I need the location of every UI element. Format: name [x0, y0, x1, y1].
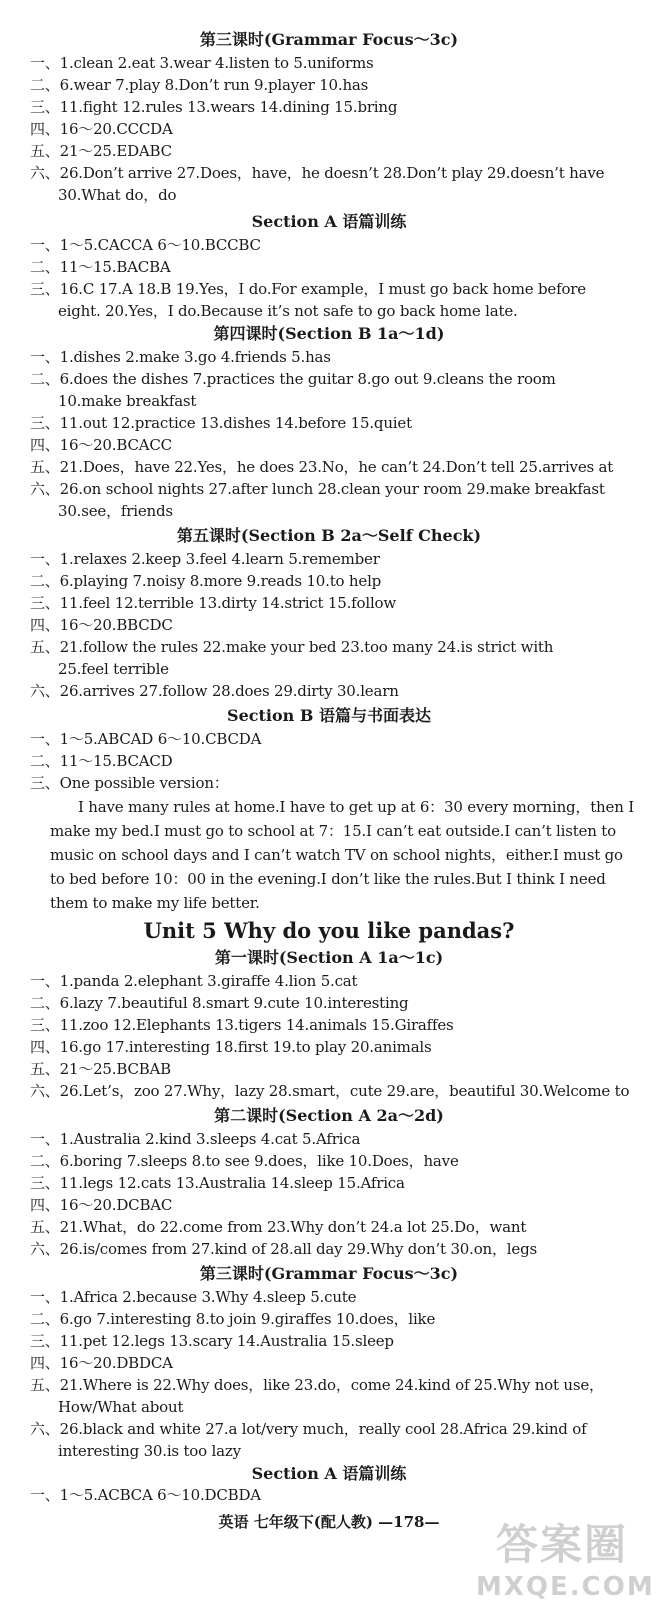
answer-line: 五、21.What，do 22.come from 23.Why don’t 24.a lot 25.Do，want: [30, 1218, 527, 1236]
answer-line: 四、16～20.DBDCA: [30, 1354, 173, 1372]
answer-line: 六、26.Don’t arrive 27.Does，have，he doesn’t 28.Don’t play 29.doesn’t have: [30, 164, 605, 182]
answer-line: 三、11.zoo 12.Elephants 13.tigers 14.animals 15.Giraffes: [30, 1016, 454, 1034]
answer-line: 一、1～5.ABCAD 6～10.CBCDA: [30, 730, 262, 748]
answer-line: 三、11.legs 12.cats 13.Australia 14.sleep 15.Africa: [30, 1174, 405, 1192]
essay-line: them to make my life better.: [50, 894, 260, 912]
section-title: 第四课时(Section B 1a～1d): [213, 324, 445, 343]
section-title: Section A 语篇训练: [251, 1464, 407, 1483]
answer-line: 10.make breakfast: [58, 392, 197, 410]
answer-line: 二、6.boring 7.sleeps 8.to see 9.does，like 10.Does，have: [30, 1152, 459, 1170]
answer-line: 四、16～20.CCCDA: [30, 120, 173, 138]
section-title: 第三课时(Grammar Focus～3c): [199, 1264, 459, 1283]
answer-line: 一、1.dishes 2.make 3.go 4.friends 5.has: [30, 348, 331, 366]
answer-line: 五、21.Does，have 22.Yes，he does 23.No，he can’t 24.Don’t tell 25.arrives at: [30, 458, 614, 476]
answer-line: 五、21.follow the rules 22.make your bed 23.too many 24.is strict with: [30, 638, 554, 656]
answer-line: 六、26.black and white 27.a lot/very much，really cool 28.Africa 29.kind of: [30, 1420, 587, 1438]
page-footer: 英语 七年级下(配人教) —178—: [218, 1513, 440, 1531]
section-title: 第一课时(Section A 1a～1c): [214, 948, 444, 967]
answer-line: 五、21～25.BCBAB: [30, 1060, 171, 1078]
answer-line: 三、11.feel 12.terrible 13.dirty 14.strict 15.follow: [30, 594, 397, 612]
section-title: 第五课时(Section B 2a～Self Check): [176, 526, 482, 545]
answer-line: 一、1.clean 2.eat 3.wear 4.listen to 5.uniforms: [30, 54, 374, 72]
answer-line: 二、11～15.BACBA: [30, 258, 171, 276]
answer-line: 四、16～20.DCBAC: [30, 1196, 173, 1214]
answer-line: 六、26.on school nights 27.after lunch 28.clean your room 29.make breakfast: [30, 480, 605, 498]
answer-line: 一、1～5.ACBCA 6～10.DCBDA: [30, 1486, 261, 1504]
answer-line: 三、11.out 12.practice 13.dishes 14.before 15.quiet: [30, 414, 412, 432]
essay-line: to bed before 10：00 in the evening.I don’t like the rules.But I think I need: [50, 870, 606, 888]
answer-line: 二、6.lazy 7.beautiful 8.smart 9.cute 10.interesting: [30, 994, 409, 1012]
watermark-logo: [476, 1520, 655, 1606]
answer-line: 四、16.go 17.interesting 18.first 19.to play 20.animals: [30, 1038, 432, 1056]
answer-line: 一、1～5.CACCA 6～10.BCCBC: [30, 236, 261, 254]
answer-line: 三、11.pet 12.legs 13.scary 14.Australia 15.sleep: [30, 1332, 394, 1350]
answer-line: 三、11.fight 12.rules 13.wears 14.dining 15.bring: [30, 98, 398, 116]
essay-line: music on school days and I can’t watch TV on school nights，either.I must go: [50, 846, 623, 864]
section-title: 第三课时(Grammar Focus～3c): [199, 30, 459, 49]
section-title: 第二课时(Section A 2a～2d): [214, 1106, 444, 1125]
essay-line: I have many rules at home.I have to get up at 6：30 every morning，then I: [78, 798, 634, 816]
section-title: Section A 语篇训练: [251, 212, 407, 231]
answer-line: 25.feel terrible: [58, 660, 169, 678]
answer-line: How/What about: [58, 1398, 184, 1416]
answer-line: 二、6.go 7.interesting 8.to join 9.giraffes 10.does，like: [30, 1310, 436, 1328]
answer-line: 二、11～15.BCACD: [30, 752, 173, 770]
answer-line: 一、1.Australia 2.kind 3.sleeps 4.cat 5.Africa: [30, 1130, 361, 1148]
answer-line: 二、6.playing 7.noisy 8.more 9.reads 10.to help: [30, 572, 382, 590]
unit-title: Unit 5 Why do you like pandas?: [143, 918, 515, 943]
watermark-url: MXQE.COM: [476, 1572, 655, 1602]
answer-line: 30.What do，do: [58, 186, 177, 204]
answer-line: 六、26.is/comes from 27.kind of 28.all day 29.Why don’t 30.on，legs: [30, 1240, 537, 1258]
answer-line: 三、16.C 17.A 18.B 19.Yes，I do.For example，I must go back home before: [30, 280, 586, 298]
answer-line: 二、6.wear 7.play 8.Don’t run 9.player 10.has: [30, 76, 369, 94]
watermark-text: 答案圈: [496, 1520, 629, 1569]
answer-line: 六、26.arrives 27.follow 28.does 29.dirty 30.learn: [30, 682, 399, 700]
answer-line: 六、26.Let’s，zoo 27.Why，lazy 28.smart，cute 29.are，beautiful 30.Welcome to: [30, 1082, 630, 1100]
answer-line: 一、1.relaxes 2.keep 3.feel 4.learn 5.remember: [30, 550, 380, 568]
answer-line: 五、21.Where is 22.Why does，like 23.do，come 24.kind of 25.Why not use，: [30, 1376, 604, 1394]
answer-line: 一、1.panda 2.elephant 3.giraffe 4.lion 5.cat: [30, 972, 358, 990]
answer-line: 五、21～25.EDABC: [30, 142, 172, 160]
answer-line: 二、6.does the dishes 7.practices the guitar 8.go out 9.cleans the room: [30, 370, 556, 388]
answer-line: interesting 30.is too lazy: [58, 1442, 241, 1460]
answer-line: 30.see，friends: [58, 502, 173, 520]
answer-line: 三、One possible version：: [30, 774, 229, 792]
answer-line: 一、1.Africa 2.because 3.Why 4.sleep 5.cute: [30, 1288, 357, 1306]
answer-line: 四、16～20.BBCDC: [30, 616, 173, 634]
section-title: Section B 语篇与书面表达: [227, 706, 431, 725]
essay-line: make my bed.I must go to school at 7：15.I can’t eat outside.I can’t listen to: [50, 822, 616, 840]
answer-line: 四、16～20.BCACC: [30, 436, 172, 454]
answer-line: eight. 20.Yes，I do.Because it’s not safe to go back home late.: [58, 302, 518, 320]
